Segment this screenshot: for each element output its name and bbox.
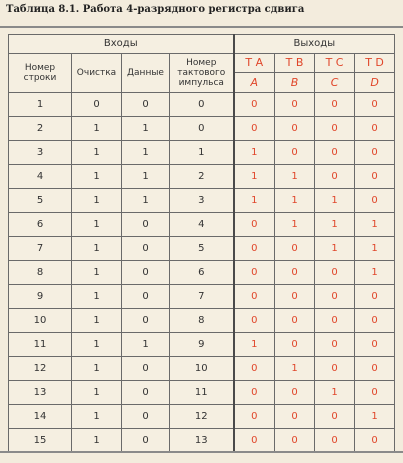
- output-header-tc: T C: [315, 54, 355, 73]
- output-b-cell: 0: [275, 429, 315, 453]
- clock-pulse-cell: 1: [170, 141, 234, 165]
- clear-cell: 1: [72, 141, 122, 165]
- table-row: [9, 285, 395, 309]
- output-b-cell: 0: [275, 405, 315, 429]
- output-label-d: D: [355, 73, 395, 93]
- output-c-cell: 0: [315, 309, 355, 333]
- output-label-a: A: [234, 73, 275, 93]
- output-a-cell: 0: [234, 405, 275, 429]
- output-d-cell: 1: [355, 213, 395, 237]
- table-row: [9, 117, 395, 141]
- output-label-b: B: [275, 73, 315, 93]
- output-b-cell: 0: [275, 261, 315, 285]
- output-b-cell: 1: [275, 213, 315, 237]
- outputs-group-header: Выходы: [234, 35, 395, 54]
- output-b-cell: 0: [275, 117, 315, 141]
- output-d-cell: 0: [355, 165, 395, 189]
- data-cell: 1: [122, 165, 170, 189]
- output-d-cell: 0: [355, 309, 395, 333]
- clock-pulse-cell: 13: [170, 429, 234, 453]
- output-header-ta: T A: [234, 54, 275, 73]
- data-cell: 0: [122, 93, 170, 117]
- output-b-cell: 0: [275, 93, 315, 117]
- output-d-cell: 0: [355, 141, 395, 165]
- output-header-tb: T B: [275, 54, 315, 73]
- row-number-cell: 15: [9, 429, 72, 453]
- output-b-cell: 0: [275, 237, 315, 261]
- data-cell: 0: [122, 237, 170, 261]
- table-row: [9, 237, 395, 261]
- output-d-cell: 0: [355, 117, 395, 141]
- row-number-cell: 5: [9, 189, 72, 213]
- inputs-group-header: Входы: [9, 35, 234, 54]
- clear-cell: 1: [72, 309, 122, 333]
- data-cell: 1: [122, 333, 170, 357]
- output-b-cell: 1: [275, 357, 315, 381]
- clock-pulse-header: Номер тактового импульса: [170, 54, 234, 93]
- output-d-cell: 1: [355, 405, 395, 429]
- row-number-cell: 7: [9, 237, 72, 261]
- output-b-cell: 0: [275, 333, 315, 357]
- output-d-cell: 1: [355, 237, 395, 261]
- table-row: [9, 309, 395, 333]
- row-number-cell: 13: [9, 381, 72, 405]
- table-row: [9, 405, 395, 429]
- output-d-cell: 0: [355, 381, 395, 405]
- output-d-cell: 0: [355, 189, 395, 213]
- data-cell: 0: [122, 405, 170, 429]
- clear-cell: 1: [72, 213, 122, 237]
- clock-pulse-cell: 0: [170, 93, 234, 117]
- row-number-cell: 11: [9, 333, 72, 357]
- row-number-cell: 2: [9, 117, 72, 141]
- output-c-cell: 1: [315, 213, 355, 237]
- output-c-cell: 1: [315, 189, 355, 213]
- clock-pulse-cell: 9: [170, 333, 234, 357]
- clock-pulse-cell: 2: [170, 165, 234, 189]
- data-cell: 0: [122, 309, 170, 333]
- data-cell: 1: [122, 189, 170, 213]
- output-d-cell: 0: [355, 285, 395, 309]
- row-number-cell: 10: [9, 309, 72, 333]
- table-row: [9, 261, 395, 285]
- row-number-cell: 4: [9, 165, 72, 189]
- row-number-cell: 6: [9, 213, 72, 237]
- clock-pulse-cell: 0: [170, 117, 234, 141]
- output-d-cell: 1: [355, 261, 395, 285]
- row-number-cell: 9: [9, 285, 72, 309]
- table-row: [9, 165, 395, 189]
- clock-pulse-cell: 3: [170, 189, 234, 213]
- table-row: [9, 357, 395, 381]
- output-a-cell: 0: [234, 357, 275, 381]
- table-body: [9, 93, 395, 453]
- output-b-cell: 1: [275, 189, 315, 213]
- output-c-cell: 0: [315, 165, 355, 189]
- table-row: [9, 429, 395, 453]
- row-number-cell: 3: [9, 141, 72, 165]
- clock-pulse-cell: 7: [170, 285, 234, 309]
- table-row: [9, 93, 395, 117]
- clear-cell: 1: [72, 381, 122, 405]
- row-number-header: Номер строки: [9, 54, 72, 93]
- output-c-cell: 0: [315, 285, 355, 309]
- output-a-cell: 0: [234, 381, 275, 405]
- output-c-cell: 0: [315, 333, 355, 357]
- clear-cell: 1: [72, 189, 122, 213]
- output-a-cell: 1: [234, 189, 275, 213]
- clear-cell: 1: [72, 117, 122, 141]
- bottom-rule: [0, 451, 403, 453]
- table-row: [9, 189, 395, 213]
- output-c-cell: 0: [315, 429, 355, 453]
- table-row: [9, 141, 395, 165]
- output-c-cell: 0: [315, 117, 355, 141]
- clear-cell: 1: [72, 429, 122, 453]
- output-c-cell: 1: [315, 381, 355, 405]
- output-b-cell: 0: [275, 285, 315, 309]
- clock-pulse-cell: 12: [170, 405, 234, 429]
- output-a-cell: 0: [234, 117, 275, 141]
- data-cell: 0: [122, 381, 170, 405]
- output-a-cell: 0: [234, 261, 275, 285]
- output-header-td: T D: [355, 54, 395, 73]
- output-d-cell: 0: [355, 429, 395, 453]
- shift-register-table: [8, 34, 395, 453]
- output-a-cell: 0: [234, 285, 275, 309]
- output-c-cell: 0: [315, 405, 355, 429]
- data-cell: 0: [122, 213, 170, 237]
- output-c-cell: 1: [315, 237, 355, 261]
- data-header: Данные: [122, 54, 170, 93]
- output-d-cell: 0: [355, 333, 395, 357]
- clock-pulse-cell: 5: [170, 237, 234, 261]
- data-cell: 0: [122, 357, 170, 381]
- clock-pulse-cell: 4: [170, 213, 234, 237]
- clear-cell: 1: [72, 237, 122, 261]
- data-cell: 0: [122, 429, 170, 453]
- clock-pulse-cell: 8: [170, 309, 234, 333]
- output-b-cell: 0: [275, 309, 315, 333]
- top-rule: [0, 26, 403, 28]
- output-d-cell: 0: [355, 357, 395, 381]
- output-label-c: C: [315, 73, 355, 93]
- row-number-cell: 12: [9, 357, 72, 381]
- output-c-cell: 0: [315, 141, 355, 165]
- row-number-cell: 14: [9, 405, 72, 429]
- clear-cell: 1: [72, 165, 122, 189]
- output-c-cell: 0: [315, 357, 355, 381]
- clock-pulse-cell: 10: [170, 357, 234, 381]
- clear-cell: 1: [72, 357, 122, 381]
- clock-pulse-cell: 11: [170, 381, 234, 405]
- output-c-cell: 0: [315, 261, 355, 285]
- data-cell: 1: [122, 117, 170, 141]
- clear-cell: 0: [72, 93, 122, 117]
- output-b-cell: 0: [275, 141, 315, 165]
- output-a-cell: 0: [234, 309, 275, 333]
- clock-pulse-cell: 6: [170, 261, 234, 285]
- output-a-cell: 1: [234, 165, 275, 189]
- output-d-cell: 0: [355, 93, 395, 117]
- data-cell: 0: [122, 285, 170, 309]
- output-a-cell: 0: [234, 429, 275, 453]
- output-a-cell: 1: [234, 333, 275, 357]
- row-number-cell: 1: [9, 93, 72, 117]
- output-b-cell: 1: [275, 165, 315, 189]
- clear-cell: 1: [72, 333, 122, 357]
- row-number-cell: 8: [9, 261, 72, 285]
- output-c-cell: 0: [315, 93, 355, 117]
- data-cell: 1: [122, 141, 170, 165]
- table-row: [9, 213, 395, 237]
- clear-header: Очистка: [72, 54, 122, 93]
- clear-cell: 1: [72, 261, 122, 285]
- data-cell: 0: [122, 261, 170, 285]
- clear-cell: 1: [72, 285, 122, 309]
- clear-cell: 1: [72, 405, 122, 429]
- table-row: [9, 333, 395, 357]
- output-b-cell: 0: [275, 381, 315, 405]
- output-a-cell: 1: [234, 141, 275, 165]
- table-row: [9, 381, 395, 405]
- output-a-cell: 0: [234, 237, 275, 261]
- table-caption: Таблица 8.1. Работа 4-разрядного регистра сдвига: [6, 4, 305, 15]
- output-a-cell: 0: [234, 213, 275, 237]
- output-a-cell: 0: [234, 93, 275, 117]
